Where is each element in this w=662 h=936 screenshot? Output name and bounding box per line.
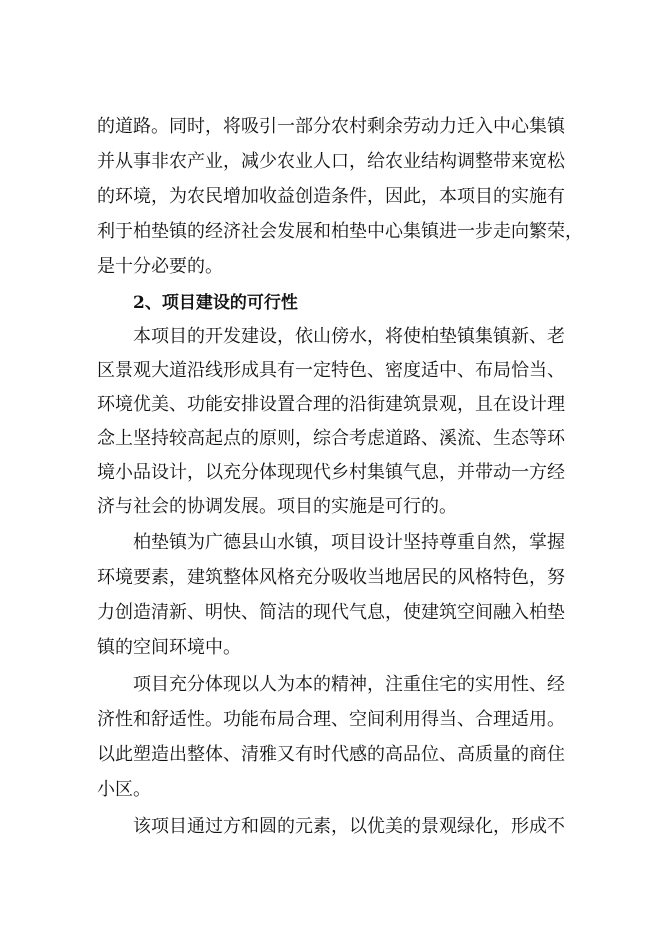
section-heading: 2、项目建设的可行性 (133, 293, 298, 313)
paragraph-2-line-6: 济与社会的协调发展。项目的实施是可行的。 (97, 496, 457, 517)
paragraph-2-line-3: 环境优美、功能安排设置合理的沿街建筑景观，且在设计理 (97, 394, 565, 415)
paragraph-1-line-2: 并从事非农产业，减少农业人口，给农业结构调整带来宽松 (97, 151, 565, 172)
paragraph-1-line-3: 的环境，为农民增加收益创造条件，因此，本项目的实施有 (97, 186, 565, 207)
paragraph-3-line-3: 力创造清新、明快、简洁的现代气息，使建筑空间融入柏垫 (97, 602, 565, 623)
paragraph-2-line-4: 念上坚持较高起点的原则，综合考虑道路、溪流、生态等环 (97, 428, 565, 449)
paragraph-1-line-1: 的道路。同时，将吸引一部分农村剩余劳动力迁入中心集镇 (97, 116, 565, 137)
paragraph-2-line-1: 本项目的开发建设，依山傍水，将使柏垫镇集镇新、老 (133, 326, 565, 347)
paragraph-4-line-2: 济性和舒适性。功能布局合理、空间利用得当、合理适用。 (97, 709, 565, 730)
paragraph-1-line-4: 利于柏垫镇的经济社会发展和柏垫中心集镇进一步走向繁荣， (97, 221, 583, 242)
paragraph-4-line-4: 小区。 (97, 779, 151, 800)
paragraph-5-line-1: 该项目通过方和圆的元素，以优美的景观绿化，形成不 (133, 816, 565, 837)
paragraph-2-line-2: 区景观大道沿线形成具有一定特色、密度适中、布局恰当、 (97, 360, 565, 381)
paragraph-4-line-1: 项目充分体现以人为本的精神，注重住宅的实用性、经 (133, 674, 565, 695)
paragraph-1-line-5: 是十分必要的。 (97, 256, 223, 277)
paragraph-3-line-1: 柏垫镇为广德县山水镇，项目设计坚持尊重自然，掌握 (133, 532, 565, 553)
paragraph-3-line-2: 环境要素，建筑整体风格充分吸收当地居民的风格特色，努 (97, 567, 565, 588)
paragraph-4-line-3: 以此塑造出整体、清雅又有时代感的高品位、高质量的商住 (97, 744, 565, 765)
paragraph-3-line-4: 镇的空间环境中。 (97, 637, 241, 658)
paragraph-2-line-5: 境小品设计，以充分体现现代乡村集镇气息，并带动一方经 (97, 462, 565, 483)
